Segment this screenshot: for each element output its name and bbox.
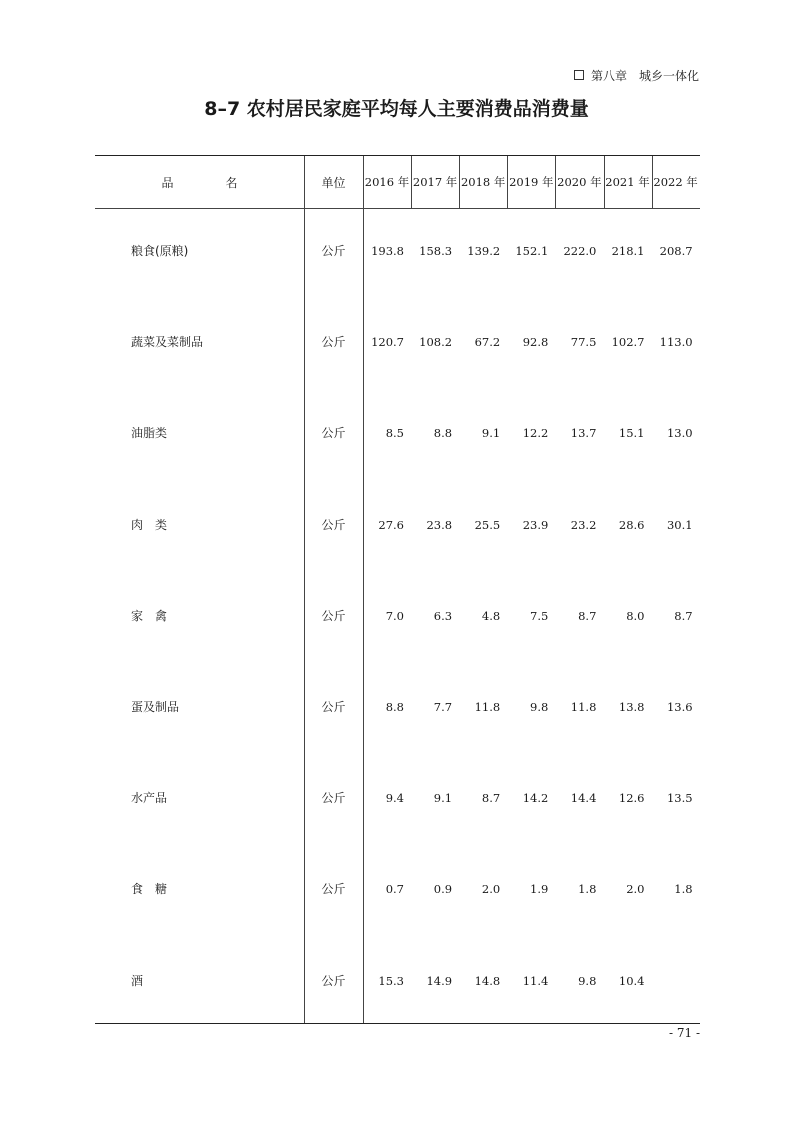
table-title: 8–7 农村居民家庭平均每人主要消费品消费量 xyxy=(204,98,589,120)
row-value: 13.8 xyxy=(618,700,645,714)
header-item-name-part1: 品 xyxy=(161,175,174,190)
header-year: 2020 年 xyxy=(557,175,602,189)
row-value: 193.8 xyxy=(371,244,404,258)
row-item-name: 粮食(原粮) xyxy=(131,244,189,258)
header-unit: 单位 xyxy=(321,175,346,190)
row-value: 14.4 xyxy=(570,791,597,806)
row-value: 7.0 xyxy=(385,608,404,623)
header-item-name xyxy=(95,156,304,208)
row-value: 7.7 xyxy=(433,700,453,714)
row-value: 8.7 xyxy=(481,791,501,806)
row-value: 23.8 xyxy=(426,517,453,532)
row-value: 77.5 xyxy=(570,335,597,350)
row-value: 13.5 xyxy=(666,791,693,806)
row-value: 28.6 xyxy=(618,517,645,532)
row-value: 23.9 xyxy=(522,517,549,532)
row-value: 12.2 xyxy=(522,426,549,441)
row-value: 30.1 xyxy=(666,517,693,532)
row-value: 23.2 xyxy=(570,517,597,532)
row-value: 27.6 xyxy=(378,517,404,532)
table-row xyxy=(0,788,793,808)
row-value: 13.6 xyxy=(666,700,693,714)
row-unit: 公斤 xyxy=(321,608,346,623)
row-value: 0.7 xyxy=(385,882,404,897)
header-year: 2022 年 xyxy=(653,175,698,189)
row-value: 11.4 xyxy=(522,973,549,988)
row-unit: 公斤 xyxy=(321,700,346,714)
chapter-label: 第八章 城乡一体化 xyxy=(591,68,700,83)
row-unit: 公斤 xyxy=(321,426,346,441)
table-row xyxy=(0,606,793,626)
row-value: 0.9 xyxy=(433,882,453,897)
table-row xyxy=(0,697,793,717)
row-item-name: 蛋及制品 xyxy=(131,700,180,714)
row-value: 13.7 xyxy=(570,426,597,441)
row-value: 67.2 xyxy=(474,335,501,350)
row-item-name: 食 糖 xyxy=(131,882,168,897)
row-value: 4.8 xyxy=(481,608,501,623)
row-value: 15.3 xyxy=(378,973,404,988)
row-unit: 公斤 xyxy=(321,517,346,532)
row-value: 13.0 xyxy=(666,426,693,441)
header-year: 2016 年 xyxy=(364,175,410,189)
row-item-name: 肉 类 xyxy=(131,517,168,532)
table-bottom-rule xyxy=(95,1023,700,1024)
row-value: 8.8 xyxy=(385,700,404,714)
row-value: 8.8 xyxy=(433,426,453,441)
table-row xyxy=(0,332,793,352)
row-value: 9.8 xyxy=(530,700,549,714)
table-row xyxy=(0,241,793,261)
row-item-name: 水产品 xyxy=(131,791,168,806)
row-value: 14.8 xyxy=(474,973,501,988)
row-value: 139.2 xyxy=(467,244,501,258)
row-value: 2.0 xyxy=(626,882,645,897)
row-unit: 公斤 xyxy=(321,791,346,806)
row-value: 25.5 xyxy=(474,517,501,532)
row-value: 102.7 xyxy=(611,335,645,350)
row-value: 218.1 xyxy=(611,244,645,258)
row-value: 11.8 xyxy=(474,700,501,714)
row-value: 9.1 xyxy=(433,791,453,806)
row-value: 10.4 xyxy=(618,973,645,988)
row-value: 8.0 xyxy=(626,608,645,623)
row-unit: 公斤 xyxy=(321,335,346,350)
row-value: 208.7 xyxy=(659,244,693,258)
table-row xyxy=(0,971,793,991)
row-value: 222.0 xyxy=(563,244,597,258)
row-value: 1.8 xyxy=(578,882,597,897)
row-value: 2.0 xyxy=(481,882,501,897)
row-unit: 公斤 xyxy=(321,244,346,258)
header-year: 2018 年 xyxy=(460,175,506,189)
row-value: 6.3 xyxy=(433,608,453,623)
row-value: 113.0 xyxy=(659,335,693,350)
header-year: 2019 年 xyxy=(509,175,554,189)
chapter-header xyxy=(574,66,704,84)
table-header-rule xyxy=(95,208,700,209)
table-row xyxy=(0,515,793,535)
row-value: 1.9 xyxy=(530,882,549,897)
row-value: 8.5 xyxy=(385,426,404,441)
row-unit: 公斤 xyxy=(321,973,346,988)
row-item-name: 蔬菜及菜制品 xyxy=(131,335,204,350)
row-value: 8.7 xyxy=(578,608,597,623)
row-value xyxy=(647,971,693,991)
table-row xyxy=(0,879,793,899)
table-row xyxy=(0,423,793,443)
row-value: 9.1 xyxy=(481,426,501,441)
row-value: 11.8 xyxy=(570,700,597,714)
row-value: 8.7 xyxy=(674,608,693,623)
row-value: 108.2 xyxy=(419,335,453,350)
row-value: 9.8 xyxy=(578,973,597,988)
row-value: 120.7 xyxy=(371,335,404,350)
row-value: 7.5 xyxy=(530,608,549,623)
row-value: 14.9 xyxy=(426,973,453,988)
row-value: 14.2 xyxy=(522,791,549,806)
row-item-name: 酒 xyxy=(131,973,144,988)
header-year: 2017 年 xyxy=(412,175,458,189)
row-unit: 公斤 xyxy=(321,882,346,897)
row-value: 1.8 xyxy=(674,882,693,897)
row-value: 152.1 xyxy=(515,244,549,258)
row-value: 15.1 xyxy=(618,426,645,441)
row-item-name: 油脂类 xyxy=(131,426,168,441)
row-value: 92.8 xyxy=(522,335,549,350)
square-icon xyxy=(574,70,584,80)
row-value: 9.4 xyxy=(385,791,404,806)
row-value: 158.3 xyxy=(419,244,453,258)
row-item-name: 家 禽 xyxy=(131,608,168,623)
page-number: - 71 - xyxy=(668,1026,700,1040)
header-item-name-part2: 名 xyxy=(225,175,238,190)
header-year: 2021 年 xyxy=(605,175,650,189)
row-value: 12.6 xyxy=(618,791,645,806)
